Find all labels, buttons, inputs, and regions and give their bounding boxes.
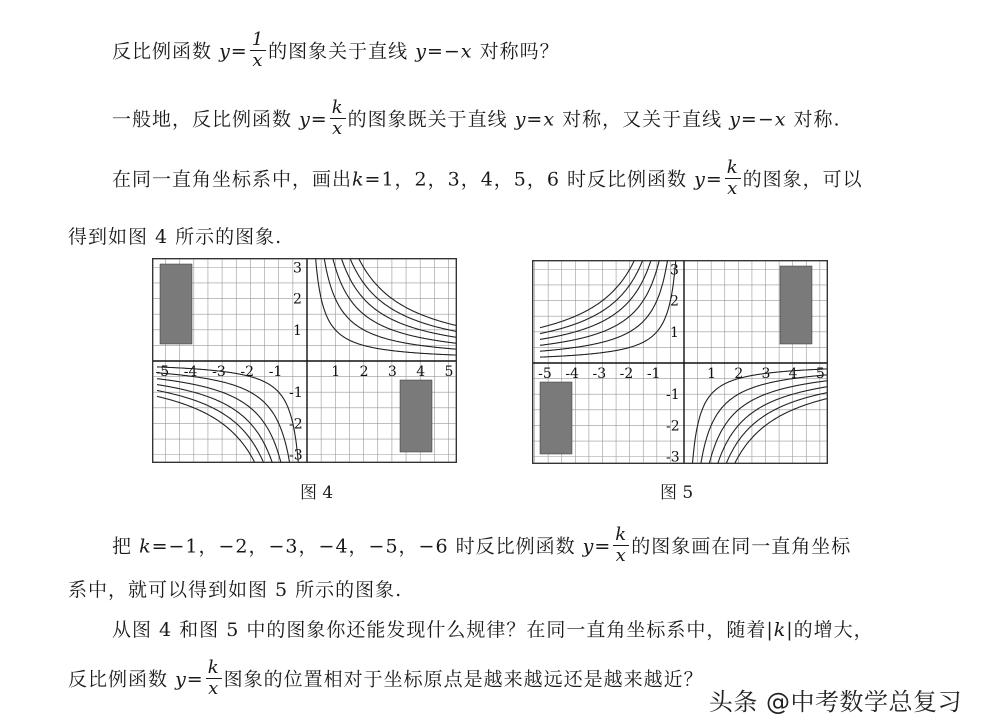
y-tick-label: -1 bbox=[666, 387, 680, 404]
y-tick-label: -1 bbox=[289, 385, 303, 402]
figure-4-graph bbox=[152, 258, 457, 463]
y-tick-label: 2 bbox=[293, 291, 302, 308]
x-tick-label: 2 bbox=[734, 366, 744, 382]
text: 在同一直角坐标系中，画出 bbox=[112, 168, 353, 191]
y-tick-label: 3 bbox=[670, 262, 679, 279]
text: 图象的位置相对于坐标原点是越来越远还是越来越近？ bbox=[223, 668, 704, 691]
denominator: x bbox=[252, 50, 264, 71]
denominator: x bbox=[208, 678, 220, 699]
var-y: y bbox=[219, 40, 231, 63]
fraction bbox=[206, 658, 222, 699]
y-tick-label: 1 bbox=[670, 324, 679, 341]
question-line-1 bbox=[112, 29, 560, 73]
x-tick-label: -3 bbox=[592, 366, 607, 382]
text: =−1，−2，−3，−4，−5，−6 时反比例函数 bbox=[151, 535, 576, 558]
numerator: 1 bbox=[251, 29, 265, 50]
x-tick-label: -2 bbox=[240, 364, 255, 380]
numerator: k bbox=[726, 157, 739, 178]
x-tick-label: 4 bbox=[416, 364, 426, 380]
paragraph-line-2 bbox=[112, 157, 863, 201]
x-tick-label: -3 bbox=[212, 364, 226, 380]
denominator: x bbox=[332, 118, 344, 139]
text: 对称. bbox=[793, 108, 841, 131]
equals: = bbox=[594, 535, 612, 558]
numerator: k bbox=[207, 657, 220, 678]
line-eq: y=−x bbox=[729, 108, 787, 131]
equals: = bbox=[310, 108, 328, 131]
abs-k: |k| bbox=[766, 619, 794, 641]
x-tick-label: -2 bbox=[619, 366, 634, 382]
text: 反比例函数 bbox=[112, 40, 213, 63]
y-tick-label: -2 bbox=[289, 416, 303, 433]
y-tick-label: 1 bbox=[293, 322, 302, 339]
watermark: 头条 @中考数学总复习 bbox=[708, 688, 962, 716]
denominator: x bbox=[727, 178, 739, 199]
text: 的图象既关于直线 bbox=[347, 108, 508, 131]
x-tick-label: 2 bbox=[359, 364, 369, 380]
var-k: k bbox=[352, 168, 365, 191]
x-tick-label: 4 bbox=[788, 366, 798, 382]
var-y: y bbox=[299, 108, 311, 131]
equals: = bbox=[230, 40, 248, 63]
numerator: k bbox=[615, 524, 628, 545]
equals: = bbox=[705, 168, 723, 191]
x-tick-label: -1 bbox=[646, 366, 661, 382]
var-y: y bbox=[582, 535, 595, 558]
text: 把 bbox=[112, 535, 133, 558]
line-eq: y=x bbox=[514, 108, 556, 131]
legend-label-block bbox=[160, 264, 192, 344]
x-tick-label: 5 bbox=[444, 364, 454, 380]
text: 的增大， bbox=[793, 619, 874, 641]
line-eq: y=−x bbox=[415, 40, 473, 63]
legend-label-block bbox=[540, 382, 572, 454]
x-tick-label: -5 bbox=[538, 366, 552, 382]
text: =1，2，3，4，5，6 时反比例函数 bbox=[364, 168, 688, 191]
text: 的图象画在同一直角坐标 bbox=[631, 535, 852, 558]
paragraph-line-1 bbox=[112, 97, 841, 141]
text: 对称吗？ bbox=[479, 40, 560, 63]
x-tick-label: 1 bbox=[707, 366, 717, 382]
numerator: k bbox=[331, 97, 344, 118]
y-tick-label: -3 bbox=[666, 449, 680, 464]
y-tick-label: -2 bbox=[666, 418, 680, 435]
figure-5-graph bbox=[532, 260, 828, 464]
x-tick-label: 1 bbox=[331, 364, 341, 380]
paragraph-line-6 bbox=[112, 615, 874, 642]
var-k: k bbox=[139, 535, 152, 558]
text: 的图象关于直线 bbox=[268, 40, 409, 63]
fraction bbox=[613, 525, 629, 566]
paragraph-line-7 bbox=[68, 657, 704, 701]
fraction bbox=[250, 30, 266, 71]
var-y: y bbox=[175, 668, 187, 691]
x-tick-label: 3 bbox=[761, 366, 771, 382]
paragraph-line-5: 系中，就可以得到如图 5 所示的图象. bbox=[68, 579, 403, 601]
figure-5-caption: 图 5 bbox=[660, 483, 694, 503]
equals: = bbox=[186, 668, 204, 691]
y-tick-label: 2 bbox=[670, 293, 679, 310]
y-tick-label: 3 bbox=[293, 260, 302, 277]
x-tick-label: -5 bbox=[155, 364, 170, 380]
denominator: x bbox=[615, 545, 627, 566]
legend-label-block bbox=[780, 266, 812, 344]
text: 一般地，反比例函数 bbox=[112, 108, 293, 131]
x-tick-label: -4 bbox=[565, 366, 579, 382]
var-y: y bbox=[694, 168, 706, 191]
legend-label-block bbox=[400, 380, 432, 452]
text: 从图 4 和图 5 中的图象你还能发现什么规律？在同一直角坐标系中，随着 bbox=[112, 619, 767, 641]
x-tick-label: -1 bbox=[268, 364, 283, 380]
text: 反比例函数 bbox=[68, 668, 169, 691]
x-tick-label: 5 bbox=[815, 366, 825, 382]
paragraph-line-4 bbox=[112, 524, 852, 568]
y-tick-label: -3 bbox=[289, 447, 303, 463]
x-tick-label: -4 bbox=[183, 364, 198, 380]
figure-4-caption: 图 4 bbox=[300, 483, 334, 503]
fraction bbox=[330, 98, 346, 139]
text: 的图象，可以 bbox=[742, 168, 863, 191]
fraction bbox=[725, 158, 741, 199]
x-tick-label: 3 bbox=[387, 364, 397, 380]
text: 对称，又关于直线 bbox=[562, 108, 723, 131]
paragraph-line-3: 得到如图 4 所示的图象. bbox=[68, 226, 283, 248]
